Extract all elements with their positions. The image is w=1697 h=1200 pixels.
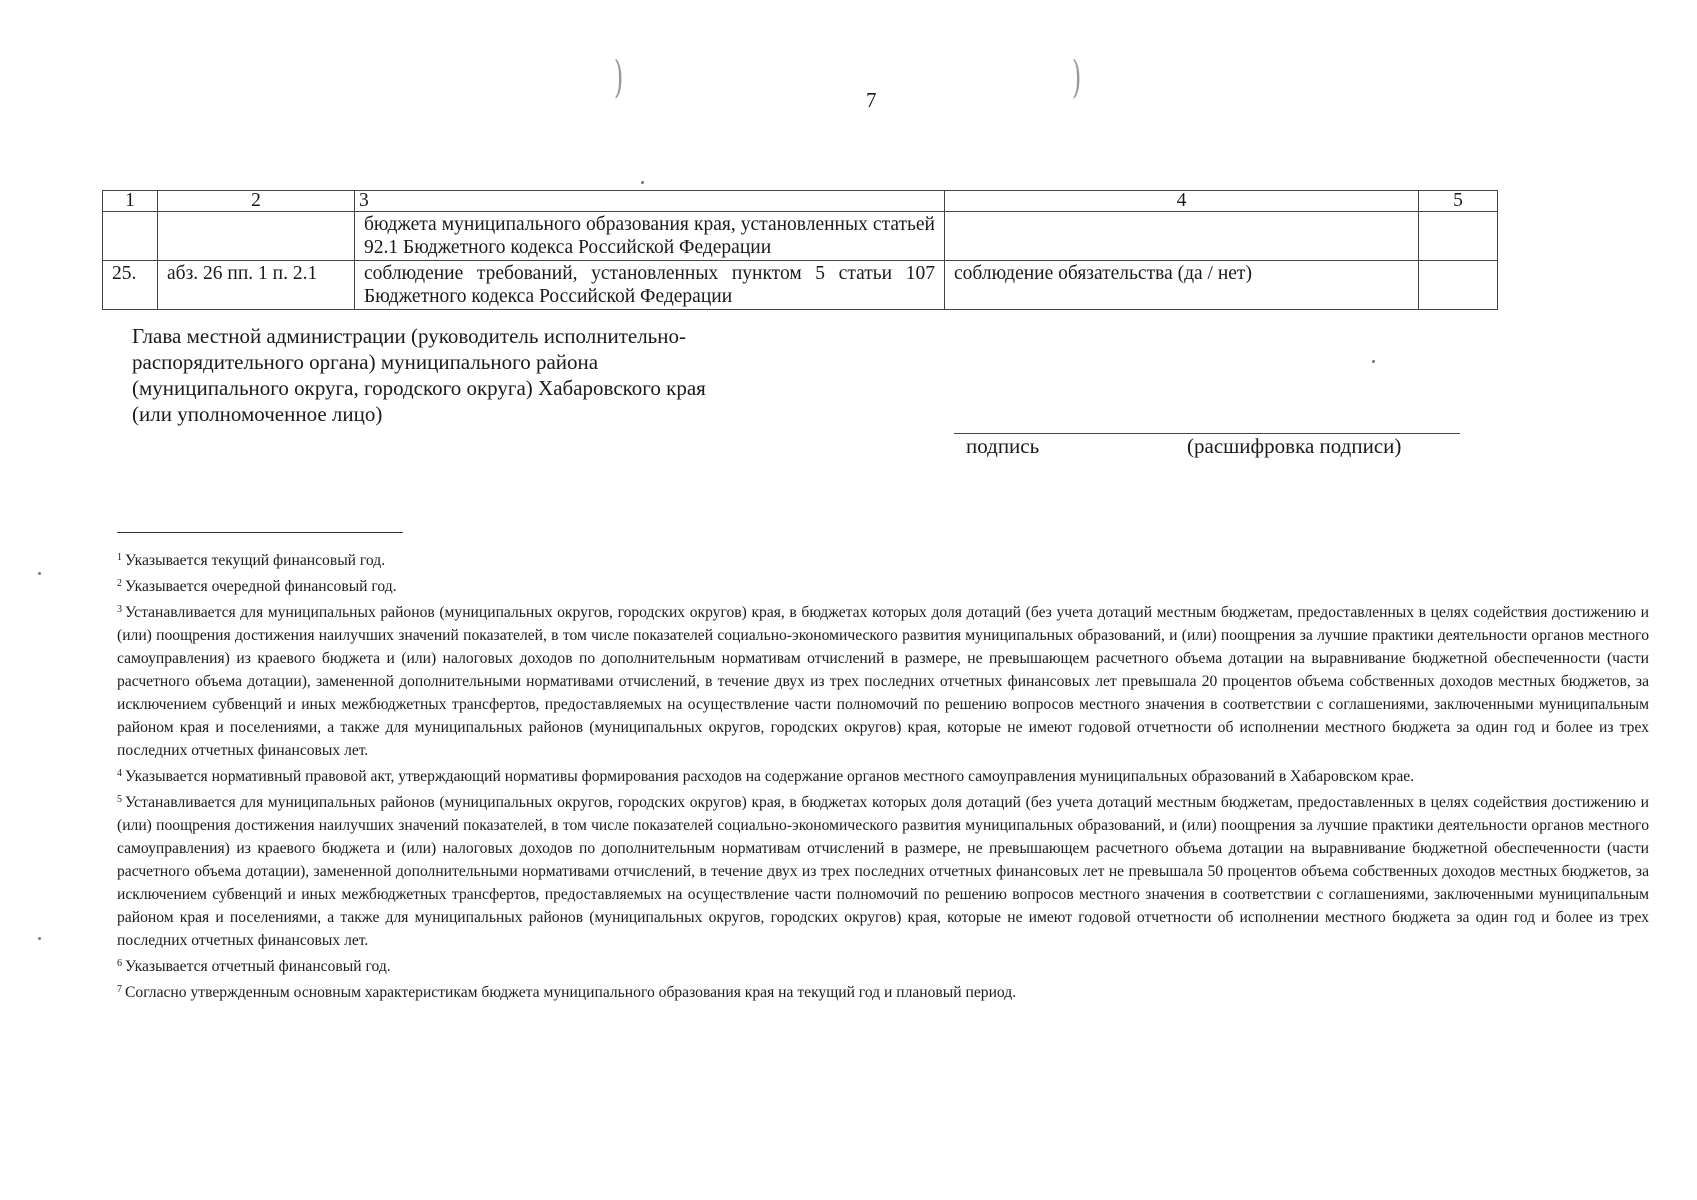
row-text-cell: бюджета муниципального образования края, установленных статьей 92.1 Бюджетного кодекса Российской Федерации (355, 212, 945, 261)
page-number: 7 (866, 88, 877, 112)
row-reference-cell (158, 212, 355, 261)
footnote-text: Устанавливается для муниципальных районов (муниципальных округов, городских округов) края, в бюджетах которых доля дотаций (без учета дотаций местным бюджетам, предоставленных в целях содействия достижению и (или) поощрения достижения наилучших значений показателей, в том числе показателей социально-экономического развития муниципальных образований, и (или) поощрения за лучшие практики деятельности органов местного самоуправления) из краевого бюджета и (или) налоговых доходов по дополнительным нормативам отчислений в размере, не превышающем расчетного объема дотации на выравнивание бюджетной обеспеченности (части расчетного объема дотации), замененной дополнительными нормативами отчислений, в течение двух из трех последних отчетных финансовых лет превышала 20 процентов объема собственных доходов местных бюджетов, за исключением субвенций и иных межбюджетных трансфертов, предоставляемых на осуществление части полномочий по решению вопросов местного значения в соответствии с соглашениями, заключенными муниципальным районом края и поселениями, а также для муниципальных районов (муниципальных округов, городских округов) края, которые не имеют годовой отчетности об исполнении местного бюджета за один год и более из трех последних отчетных финансовых лет. (117, 604, 1649, 759)
table-header-cell: 3 (355, 191, 945, 212)
footnote (117, 572, 1649, 598)
criteria-table (102, 190, 1498, 310)
footnote (117, 546, 1649, 572)
signatory-title (132, 323, 832, 427)
row-value-cell (1419, 212, 1498, 261)
footnote-separator (117, 532, 403, 533)
signatory-title-line: Глава местной администрации (руководитель исполнительно- (132, 324, 686, 348)
footnote-mark: 1 (117, 552, 122, 563)
scan-speck (641, 181, 644, 184)
row-number-cell (103, 212, 158, 261)
footnote (117, 598, 1649, 762)
signature-decoding-caption: (расшифровка подписи) (1187, 434, 1402, 458)
row-number-cell: 25. (103, 261, 158, 310)
table-header-cell: 4 (945, 191, 1419, 212)
footnote-mark: 6 (117, 958, 122, 969)
scan-speck (38, 937, 41, 940)
scan-speck (1372, 360, 1375, 363)
footnote (117, 978, 1649, 1004)
hole-punch-mark-left: ) (613, 52, 624, 103)
signatory-title-line: распорядительного органа) муниципального района (132, 350, 599, 374)
signatory-title-line: (или уполномоченное лицо) (132, 402, 383, 426)
footnote-text: Устанавливается для муниципальных районов (муниципальных округов, городских округов) края, в бюджетах которых доля дотаций (без учета дотаций местным бюджетам, предоставленных в целях содействия достижению и (или) поощрения достижения наилучших значений показателей, в том числе показателей социально-экономического развития муниципальных образований, и (или) поощрения за лучшие практики деятельности органов местного самоуправления) из краевого бюджета и (или) налоговых доходов по дополнительным нормативам отчислений в размере, не превышающем расчетного объема дотации на выравнивание бюджетной обеспеченности (части расчетного объема дотации), замененной дополнительными нормативами отчислений, в течение двух из трех последних отчетных финансовых лет не превышала 50 процентов объема собственных доходов местных бюджетов, за исключением субвенций и иных межбюджетных трансфертов, предоставляемых на осуществление части полномочий по решению вопросов местного значения в соответствии с соглашениями, заключенными муниципальным районом края и поселениями, а также для муниципальных районов (муниципальных округов, городских округов) края, которые не имеют годовой отчетности об исполнении местного бюджета за один год и более из трех последних отчетных финансовых лет. (117, 794, 1649, 949)
table-header-row (103, 191, 1498, 212)
footnote-mark: 5 (117, 794, 122, 805)
footnote (117, 788, 1649, 952)
footnote-mark: 3 (117, 604, 122, 615)
hole-punch-mark-right: ) (1071, 52, 1082, 103)
footnote-mark: 7 (117, 984, 122, 995)
footnote-text: Указывается нормативный правовой акт, утверждающий нормативы формирования расходов на содержание органов местного самоуправления муниципальных образований в Хабаровском крае. (125, 768, 1415, 785)
footnotes (117, 546, 1649, 1004)
table-row (103, 212, 1498, 261)
row-indicator-cell: соблюдение обязательства (да / нет) (945, 261, 1419, 310)
footnote (117, 952, 1649, 978)
signatory-title-line: (муниципального округа, городского округа) Хабаровского края (132, 376, 706, 400)
table-header-cell: 1 (103, 191, 158, 212)
table-header-cell: 2 (158, 191, 355, 212)
footnote-mark: 4 (117, 768, 122, 779)
table-header-cell: 5 (1419, 191, 1498, 212)
table-row (103, 261, 1498, 310)
row-indicator-cell (945, 212, 1419, 261)
footnote-text: Согласно утвержденным основным характеристикам бюджета муниципального образования края на текущий год и плановый период. (125, 984, 1017, 1001)
footnote-text: Указывается отчетный финансовый год. (125, 958, 391, 975)
row-text-cell: соблюдение требований, установленных пунктом 5 статьи 107 Бюджетного кодекса Российской Федерации (355, 261, 945, 310)
footnote-text: Указывается текущий финансовый год. (125, 552, 386, 569)
row-value-cell (1419, 261, 1498, 310)
signature-caption: подпись (966, 434, 1040, 458)
footnote-mark: 2 (117, 578, 122, 589)
footnote (117, 762, 1649, 788)
row-reference-cell: абз. 26 пп. 1 п. 2.1 (158, 261, 355, 310)
footnote-text: Указывается очередной финансовый год. (125, 578, 397, 595)
scan-speck (38, 572, 41, 575)
